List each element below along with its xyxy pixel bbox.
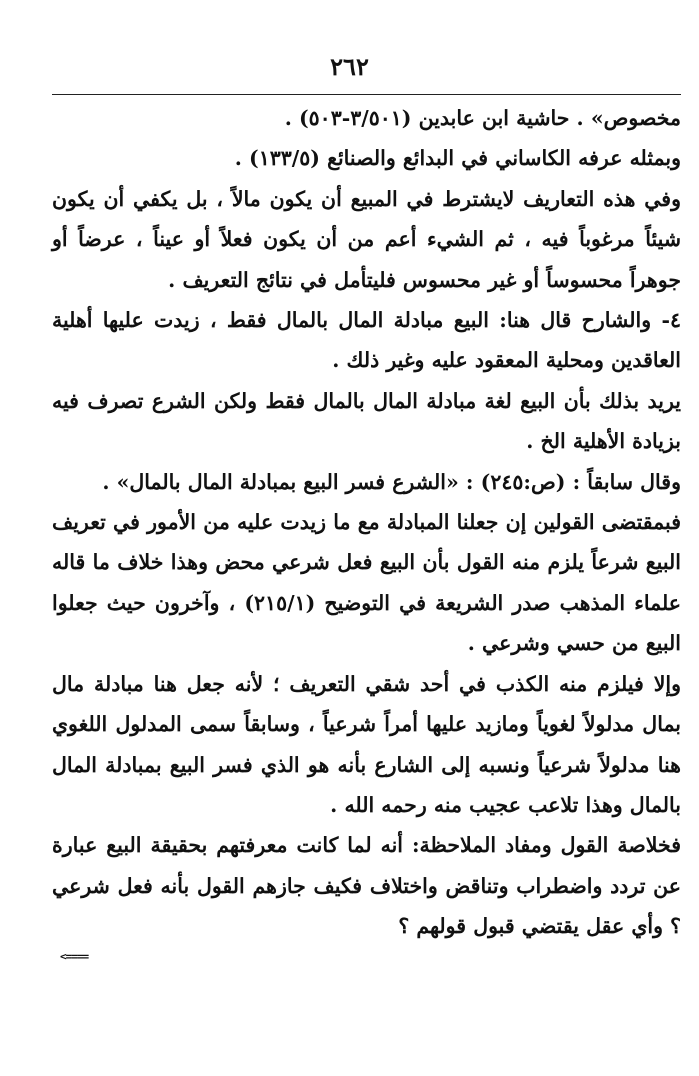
- paragraph: فخلاصة القول ومفاد الملاحظة: أنه لما كانت معرفتهم بحقيقة البيع عبارة عن تردد واضطراب وتناقض واختلاف فكيف جازهم القول بأنه فعل شرعي ؟ وأي عقل يقتضي قبول قولهم ؟: [52, 833, 681, 939]
- paragraph: فبمقتضى القولين إن جعلنا المبادلة مع ما زيدت عليه من الأمور في تعريف البيع شرعاً يلزم منه القول بأن البيع فعل شرعي محض وهذا خلاف ما قاله علماء المذهب صدر الشريعة في التوضيح (٢١٥/١) ، وآخرون حيث جعلوا البيع من حسي وشرعي .: [52, 510, 681, 656]
- page-number: ٢٦٢: [330, 52, 369, 81]
- paragraph: وبمثله عرفه الكاساني في البدائع والصنائع (١٣٣/٥) .: [234, 146, 681, 171]
- paragraph: وفي هذه التعاريف لايشترط في المبيع أن يكون مالاً ، بل يكفي أن يكون شيئاً مرغوباً فيه ، ثم الشيء أعم من أن يكون فعلاً أو عيناً ، عرضاً أو جوهراً محسوساً أو غير محسوس فليتأمل في نتائج التعريف .: [52, 186, 681, 292]
- continuation-mark: <====: [60, 950, 89, 963]
- paragraph: مخصوص» . حاشية ابن عابدين (٣/٥٠١-٥٠٣) .: [284, 106, 681, 130]
- header-rule: [52, 94, 681, 95]
- paragraph: يريد بذلك بأن البيع لغة مبادلة المال بالمال فقط ولكن الشرع تصرف فيه بزيادة الأهلية الخ .: [52, 388, 681, 454]
- body-text: [52, 98, 681, 947]
- paragraph: وإلا فيلزم منه الكذب في أحد شقي التعريف ؛ لأنه جعل هنا مبادلة مال بمال مدلولاً لغوياً ومازيد عليها أمراً شرعياً ، وسابقاً سمى المدلول اللغوي هنا مدلولاً شرعياً ونسبه إلى الشارع بأنه هو الذي فسر البيع بمبادلة المال بالمال وهذا تلاعب عجيب منه رحمه الله .: [52, 671, 681, 817]
- paragraph: ٤- والشارح قال هنا: البيع مبادلة المال بالمال فقط ، زيدت عليها أهلية العاقدين ومحلية المعقود عليه وغير ذلك .: [52, 308, 681, 373]
- paragraph: وقال سابقاً : (ص:٢٤٥) : «الشرع فسر البيع بمبادلة المال بالمال» .: [102, 469, 681, 494]
